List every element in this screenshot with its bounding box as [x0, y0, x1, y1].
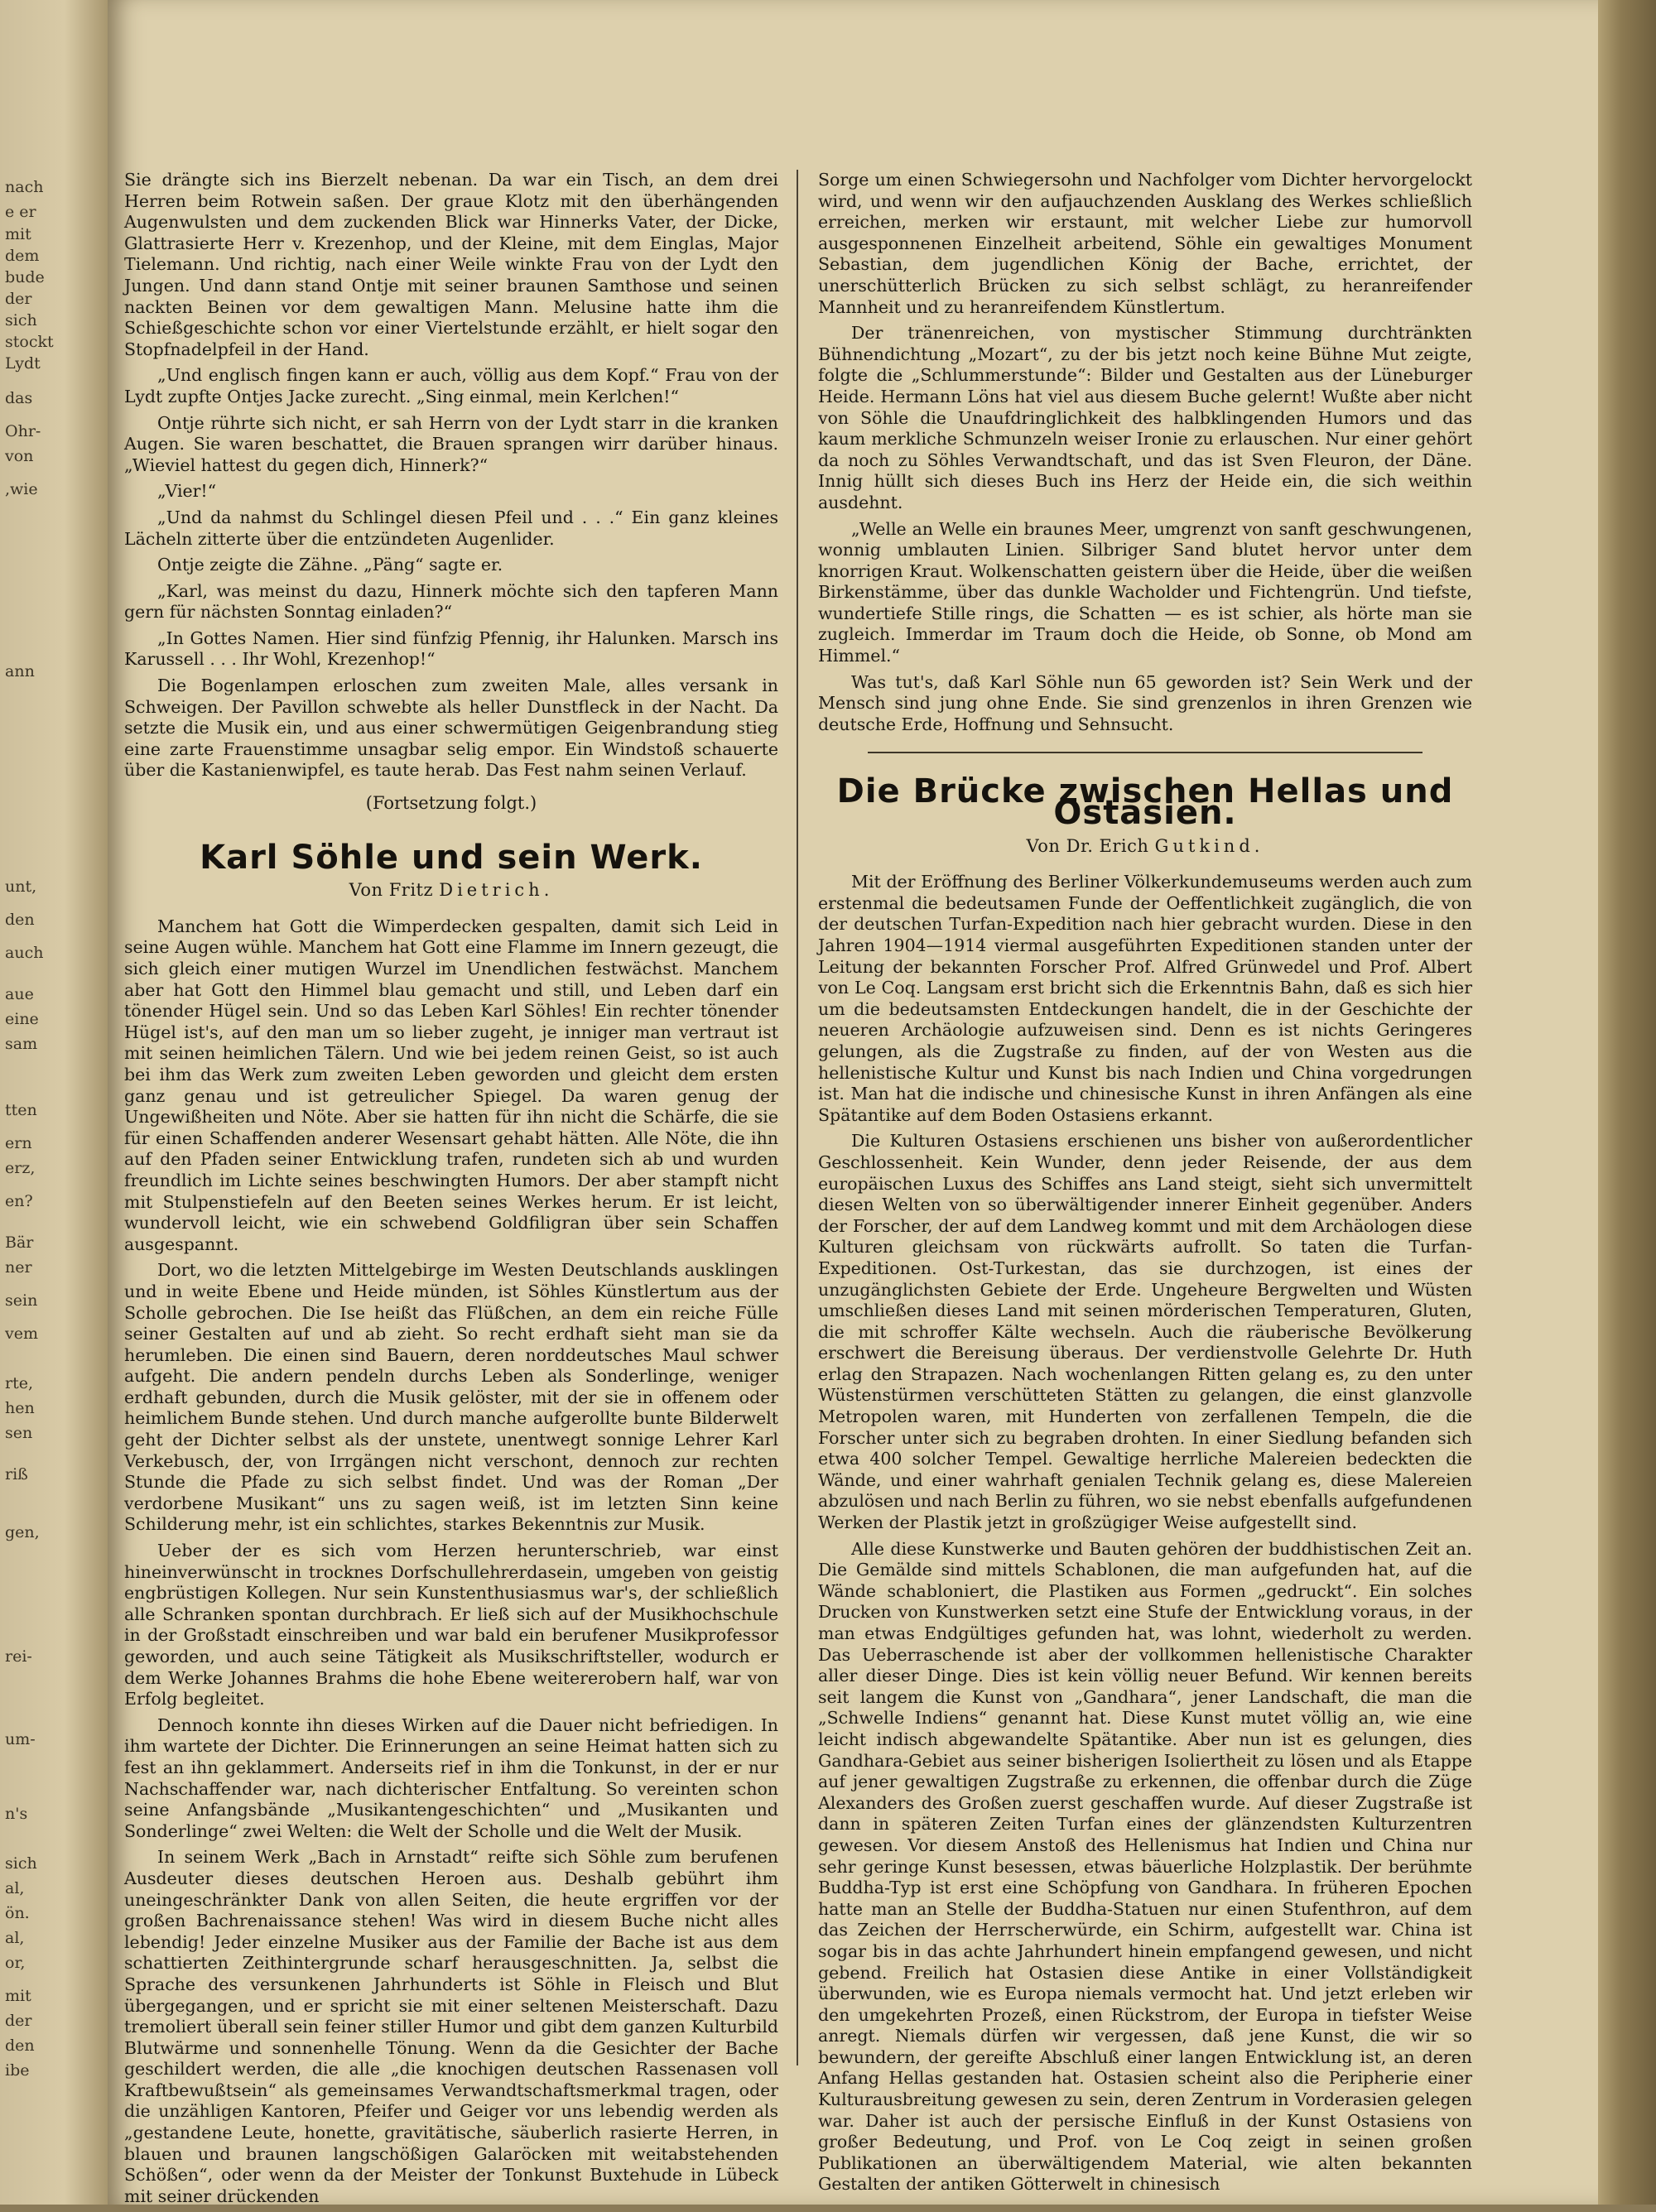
gutter-word: mit — [5, 1987, 31, 2005]
gutter-word: bude — [5, 268, 45, 286]
gutter-word: Bär — [5, 1233, 34, 1252]
article-headline: Karl Söhle und sein Werk. — [200, 838, 703, 877]
story-paragraph: „Und englisch fingen kann er auch, völlig aus dem Kopf.“ Frau von der Lydt zupfte Ontjes Jacke zurecht. „Sing einmal, mein Kerlchen!“ — [124, 365, 778, 406]
story-paragraph: „Vier!“ — [157, 481, 217, 502]
gutter-word: al, — [5, 1929, 25, 1947]
article-paragraph: Die Kulturen Ostasiens erschienen uns bisher von außerordentlicher Geschlossenheit. Kein Wunder, denn jeder Reisende, der aus dem europäischen Luxus des Schiffes ans Land steigt, sieht sich unvermittelt diesen Welten von so überwältigender innerer Einheit gegenüber. Anders der Forscher, der auf dem Landweg kommt und mit dem Archäologen diese Kulturen gleichsam von rückwärts aufrollt. So taten die Turfan-Expeditionen. Ost-Turkestan, das sie durchzogen, ist eines der unzugänglichsten Gebiete der Erde. Ungeheure Bergwelten und Wüsten umschließen dieses Land mit seinen mörderischen Temperaturen, Gluten, die mit schroffer Kälte wechseln. Auch die räuberische Bevölkerung erschwert die Bereisung überaus. Der verdienstvolle Gelehrte Dr. Huth erlag den Strapazen. Nach wochenlangen Ritten gelang es, zu den unter Wüstenstürmen verschütteten Stätten zu gelangen, die einst glanzvolle Metropolen waren, mit Hunderten von zerfallenen Tempeln, die die Forscher unter sich zu begraben drohten. In einer Siedlung befanden sich etwa 400 solcher Tempel. Gewaltige herrliche Malereien bedeckten die Wände, und einer wahrhaft genialen Technik gelang es, diese Malereien abzulösen und nach Berlin zu führen, wo sie nebst ebenfalls aufgefundenen Werken der Plastik jetzt in großzügiger Weise aufgestellt sind. — [818, 1131, 1472, 1533]
gutter-word: sich — [5, 1854, 37, 1873]
gutter-word: sam — [5, 1035, 38, 1053]
article-paragraph: Sorge um einen Schwiegersohn und Nachfolger vom Dichter hervorgelockt wird, und wenn wir den aufjauchzenden Ausklang des Werkes schließlich erreichen, merken wir erstaunt, mit welcher Liebe zur humorvoll ausgesponnenen Einzelheit arbeitend, Söhle ein gewaltiges Monument Sebastian, dem jugendlichen König der Bache, errichtet, der unerschütterlich Brücken zu sich selbst schlägt, zu heranreifender Mannheit und zu heranreifendem Künstlertum. — [818, 170, 1472, 317]
gutter-word: riß — [5, 1465, 28, 1483]
article-paragraph: Was tut's, daß Karl Söhle nun 65 geworden ist? Sein Werk und der Mensch sind jung ohne Ende. Sie sind grenzenlos in ihren Grenzen wie deutsche Erde, Hoffnung und Sehnsucht. — [818, 671, 1472, 734]
article-byline — [124, 880, 778, 902]
gutter-word: auch — [5, 944, 44, 962]
serial-story — [124, 170, 778, 815]
gutter-word: stockt — [5, 333, 54, 351]
column-rule — [797, 170, 798, 2065]
gutter-word: der — [5, 290, 32, 308]
gutter-word: gen, — [5, 1523, 40, 1541]
gutter-word: sein — [5, 1291, 38, 1310]
gutter-word: sich — [5, 311, 37, 329]
byline-author: Gutkind. — [1154, 835, 1264, 856]
gutter-word: den — [5, 2036, 35, 2055]
gutter-word: eine — [5, 1010, 39, 1028]
gutter-word: aue — [5, 985, 34, 1003]
gutter-word: rei- — [5, 1647, 32, 1666]
story-paragraph: „Karl, was meinst du dazu, Hinnerk möchte sich den tapferen Mann gern für nächsten Sonntag einladen?“ — [124, 580, 778, 623]
byline-prefix: Von Dr. Erich — [1026, 835, 1149, 856]
gutter-word: e er — [5, 203, 36, 221]
gutter-word: hen — [5, 1399, 35, 1417]
gutter-word: tten — [5, 1101, 37, 1119]
gutter-word: en? — [5, 1192, 33, 1210]
continuation-note: (Fortsetzung folgt.) — [365, 793, 537, 814]
gutter-word: ibe — [5, 2061, 30, 2080]
article-separator — [868, 752, 1423, 753]
left-column — [124, 170, 778, 2212]
gutter-word: ner — [5, 1258, 32, 1277]
gutter-word: Ohr- — [5, 422, 41, 440]
gutter-word: ern — [5, 1134, 32, 1152]
byline-prefix: Von Fritz — [349, 880, 434, 901]
story-paragraph: „Und da nahmst du Schlingel diesen Pfeil und . . .“ Ein ganz kleines Lächeln zitterte über die entzündeten Augenlider. — [124, 507, 778, 549]
gutter-word: n's — [5, 1805, 28, 1823]
article-paragraph: Manchem hat Gott die Wimperdecken gespalten, damit sich Leid in seine Augen wühle. Manchem hat Gott eine Flamme im Innern gezeugt, die sich gleich einer mutigen Wurzel im Unendlichen festwächst. Manchem aber hat Gott den Himmel blau gemacht und still, und Leben darf ein tönender Hügel sein. Und so das Leben Karl Söhles! Ein rechter tönender Hügel ist's, auf den man um so lieber zugeht, je inniger man vertraut ist mit seinen heimlichen Tälern. Und wie bei jedem reinen Geist, so ist auch bei ihm das Werk zum zweiten Leben geworden und gleicht dem ersten ganz genau und ist getreulicher Spiegel. Da waren genug der Ungewißheiten und Nöte. Aber sie hatten für ihn nicht die Schärfe, die sie für einen Schaffenden anderer Wesensart gehabt hätten. Alle Nöte, die ihn auf den Pfaden seiner Entwicklung trafen, rundeten sich ab und wurden freundlich im Lichte seines beschwingten Humors. Der aber stampft nicht mit Stulpenstiefeln auf den Beeten seines Werkes herum. Er ist leicht, wundervoll leicht, wie ein schwebend Goldfiligran über sein Schaffen ausgespannt. — [124, 916, 778, 1254]
article-paragraph: In seinem Werk „Bach in Arnstadt“ reifte sich Söhle zum berufenen Ausdeuter dieses deutschen Heroen aus. Deshalb gebührt ihm uneingeschränkter Dank von allen Seiten, die heute ergriffen vor der großen Bachrenaissance stehen! Was wird in diesem Buche nicht alles lebendig! Jeder einzelne Musiker aus der Familie der Bache ist aus dem schattierten Zeithintergrunde scharf herausgeschnitten. Ja, selbst die Sprache des versunkenen Jahrhunderts ist Söhle in Fleisch und Blut übergegangen, und er spricht sie mit einer seltenen Meisterschaft. Dazu tremoliert überall sein feiner stiller Humor und gibt dem ganzen Kulturbild Blutwärme und sonnenhelle Tönung. Wenn da die Gesichter der Bache geschildert werden, die alle „die knochigen deutschen Rassenasen voll Kraftbewußtsein“ als gemeinsames Verwandtschaftsmerkmal tragen, oder die unzähligen Kantoren, Pfeifer und Geiger vor uns lebendig werden als „gestandene Leute, honette, gravitätische, säuberlich rasierte Herren, in blauen und braunen langschößigen Galaröcken mit weitabstehenden Schößen“, oder wenn da der Meister der Tonkunst Buxtehude in Lübeck mit seiner drückenden — [124, 1847, 778, 2206]
article-paragraph: Der tränenreichen, von mystischer Stimmung durchtränkten Bühnendichtung „Mozart“, zu der bis jetzt noch keine Bühne Mut zeigte, folgte die „Schlummerstunde“: Bilder und Gestalten aus der Lüneburger Heide. Hermann Löns hat viel aus diesem Buche gelernt! Wußte aber nicht von Söhle die Unaufdringlichkeit des halbklingenden Humors und das kaum merkliche Schmunzeln weiser Ironie zu erlauschen. Nur einer gehört da noch zu Söhles Verwandtschaft, und das ist Sven Fleuron, der Däne. Innig hüllt sich dieses Buch ins Herz der Heide ein, die sich weithin ausdehnt. — [818, 323, 1472, 512]
gutter-word: rte, — [5, 1374, 34, 1392]
gutter-word: das — [5, 389, 33, 407]
story-paragraph: Die Bogenlampen erloschen zum zweiten Male, alles versank in Schweigen. Der Pavillon schwebte als heller Dunstfleck in der Nacht. Da setzte die Musik ein, und aus einer schwermütigen Geigenbrandung stieg eine zarte Frauenstimme unsagbar selig empor. Ein Windstoß schauerte über die Kastanienwipfel, es taute herab. Das Fest nahm seinen Verlauf. — [124, 676, 778, 781]
story-paragraph: Ontje zeigte die Zähne. „Päng“ sagte er. — [157, 555, 503, 575]
article-hellas-ostasien — [818, 772, 1472, 2195]
article-paragraph: Alle diese Kunstwerke und Bauten gehören der buddhistischen Zeit an. Die Gemälde sind mittels Schablonen, die man aufgefunden hat, auf die Wände schabloniert, die Plastiken aus Formen „gedruckt“. Ein solches Drucken von Kunstwerken setzt eine Stufe der Entwicklung voraus, in der man etwas Endgültiges gefunden hat, was lohnt, wiederholt zu werden. Das Ueberraschende ist aber der vollkommen hellenistische Charakter aller dieser Dinge. Dies ist kein völlig neuer Befund. Wir kennen bereits seit langem die Kunst von „Gandhara“, jener Landschaft, die man die „Schwelle Indiens“ genannt hat. Diese Kunst mutet völlig an, wie eine leicht indisch abgewandelte Spätantike. Aber nun ist es gelungen, dies Gandhara-Gebiet aus seiner bisherigen Isoliertheit zu lösen und als Etappe auf jener gewaltigen Zugstraße zu erkennen, die offenbar durch die Züge Alexanders des Großen zuerst geschaffen wurde. Auf dieser Zugstraße ist dann in späteren Zeiten Turfan eines der glänzendsten Kulturzentren gewesen. Vor diesem Anstoß des Hellenismus hat Indien und China nur sehr geringe Kunst besessen, etwas bäuerliche Holzplastik. Der berühmte Buddha-Typ ist erst eine Schöpfung von Gandhara. In früheren Epochen hatte man an Stelle der Buddha-Statuen nur einen Stufenthron, auf dem das Zeichen der Herrscherwürde, ein Schirm, aufgestellt war. China ist sogar bis in das achte Jahrhundert hinein empfangend gewesen, und nicht gebend. Freilich hat Ostasien diese Antike in einer Vollständigkeit überwunden, wie es Europa niemals vermocht hat. Und jetzt erleben wir den umgekehrten Prozeß, einen Rückstrom, der Europa in tiefster Weise anregt. Niemals dürfen wir vergessen, daß jene Kunst, die wir so bewundern, der gereifte Abschluß einer langen Entwicklung ist, an deren Anfang Hellas gestanden hat. Ostasien scheint also die Peripherie einer Kulturausbreitung gewesen zu sein, deren Zentrum in Vorderasien gelegen war. Daher ist auch der persische Einfluß in der Kunst Ostasiens von großer Bedeutung, und Prof. von Le Coq zeigt in seinen großen Publikationen an überwältigendem Material, wie alten bekannten Gestalten der antiken Götterwelt in chinesisch — [818, 1538, 1472, 2195]
article-karl-soehle — [124, 838, 778, 2208]
byline-author: Dietrich. — [439, 880, 554, 901]
article-paragraph: Dennoch konnte ihn dieses Wirken auf die Dauer nicht befriedigen. In ihm wartete der Dichter. Die Erinnerungen an seine Heimat hatten sich zu fest an ihn geklammert. Anderseits rief in ihm die Tonkunst, in der er nur Nachschaffender war, nach dichterischer Entfaltung. So vereinten schon seine Anfangsbände „Musikantengeschichten“ und „Musikanten und Sonderlinge“ zwei Welten: die Welt der Scholle und die Welt der Musik. — [124, 1714, 778, 1841]
gutter-word: den — [5, 911, 35, 929]
gutter-word: sen — [5, 1424, 33, 1442]
article-headline: Die Brücke zwischen Hellas und Ostasien. — [836, 772, 1454, 833]
gutter-word: dem — [5, 247, 40, 265]
gutter-word: or, — [5, 1954, 26, 1972]
gutter-word: al, — [5, 1879, 25, 1897]
gutter-word: der — [5, 2012, 32, 2030]
gutter-word: ,wie — [5, 480, 38, 498]
gutter-word: nach — [5, 178, 44, 196]
gutter-word: mit — [5, 225, 31, 243]
gutter-word: vem — [5, 1325, 38, 1343]
gutter-word: von — [5, 447, 34, 465]
page-edge-stack — [1598, 0, 1656, 2205]
right-column — [818, 170, 1472, 2200]
article-byline — [818, 836, 1472, 858]
gutter-word: ön. — [5, 1904, 30, 1922]
gutter-word: Lydt — [5, 354, 41, 373]
gutter-word: erz, — [5, 1159, 36, 1177]
gutter-word: um- — [5, 1730, 36, 1748]
article-paragraph: „Welle an Welle ein braunes Meer, umgrenzt von sanft geschwungenen, wonnig umblauten Linien. Silbriger Sand blutet hervor unter dem knorrigen Kraut. Wolkenschatten geistern über die Heide, über die weißen Birkenstämme, über das dunkle Wacholder und Fichtengrün. Und tiefste, wundertiefe Stille rings, die Schatten — es ist schier, als hörte man sie zugleich. Immerdar im Traum doch die Heide, ob Sonne, ob Mond am Himmel.“ — [818, 518, 1472, 666]
story-paragraph: Sie drängte sich ins Bierzelt nebenan. Da war ein Tisch, an dem drei Herren beim Rotwein saßen. Der graue Klotz mit den überhängenden Augenwulsten und dem zuckenden Blick war Hinnerks Vater, der Dicke, Glattrasierte Herr v. Krezenhop, und der Kleine, mit dem Einglas, Major Tielemann. Und richtig, nach einer Weile winkte Frau von der Lydt den Jungen. Und dann stand Ontje mit seiner braunen Samthose und seinen nackten Beinen vor dem gewaltigen Mann. Melusine hatte ihm die Schießgeschichte schon vor einer Viertelstunde erzählt, er hielt sogar den Stopfnadelpfeil in der Hand. — [124, 170, 778, 359]
gutter-word: unt, — [5, 878, 37, 896]
story-paragraph: „In Gottes Namen. Hier sind fünfzig Pfennig, ihr Halunken. Marsch ins Karussell . . . Ihr Wohl, Krezenhop!“ — [124, 628, 778, 670]
article-paragraph: Ueber der es sich vom Herzen herunterschrieb, war einst hineinverwünscht in trocknes Dorfschullehrerdasein, umgeben von geistig engbrüstigen Kollegen. Nur sein Kunstenthusiasmus war's, der schließlich alle Schranken spontan durchbrach. Er ließ sich auf der Musikhochschule in der Großstadt einschreiben und war bald ein berufener Musikprofessor geworden, und auch seine Tätigkeit als Musikschriftsteller, wodurch er dem Werke Johannes Brahms die hohe Ebene weitererobern half, war von Erfolg begleitet. — [124, 1541, 778, 1709]
story-paragraph: Ontje rührte sich nicht, er sah Herrn von der Lydt starr in die kranken Augen. Sie waren beschattet, die Brauen sprangen wirr darüber hinaus. „Wieviel hattest du gegen dich, Hinnerk?“ — [124, 412, 778, 475]
article-paragraph: Mit der Eröffnung des Berliner Völkerkundemuseums werden auch zum erstenmal die bedeutsamen Funde der Oeffentlichkeit zugänglich, die von der deutschen Turfan-Expedition nach hier gebracht wurden. Diese in den Jahren 1904—1914 viermal ausgeführten Expeditionen standen unter der Leitung der bekannten Forscher Prof. Alfred Grünwedel und Prof. Albert von Le Coq. Langsam erst bricht sich die Erkenntnis Bahn, daß es sich hier um die bedeutsamsten Entdeckungen handelt, die in der Geschichte der neueren Archäologie aufzuweisen sind. Denn es ist nichts Geringeres gelungen, als die Zugstraße zu finden, auf der von Westen aus die hellenistische Kultur und Kunst bis nach Indien und China vorgedrungen ist. Man hat die indische und chinesische Kunst in ihren Anfängen als eine Spätantike auf dem Boden Ostasiens erkannt. — [818, 872, 1472, 1125]
article-paragraph: Dort, wo die letzten Mittelgebirge im Westen Deutschlands ausklingen und in weite Ebene und Heide münden, ist Söhles Künstlertum aus der Scholle gebrochen. Die Ise heißt das Flüßchen, an dem ein reiche Fülle seiner Gestalten auf und ab zieht. So recht erdhaft sieht man sie da herumleben. Die einen sind Bauern, deren norddeutsches Maul schwer aufgeht. Die andern pendeln durchs Leben als Sonderlinge, weniger erdhaft gebunden, durch die Musik gelöster, mit der sie in offenem oder heimlichem Bunde stehen. Und durch manche aufgerollte bunte Bilderwelt geht der Dichter selbst als der unstete, unentwegt sonnige Lehrer Karl Verkebusch, der, von Irrgängen nicht verschont, dennoch zur rechten Stunde die Pfade zu sich selbst findet. Und was der Roman „Der verdorbene Musikant“ uns zu sagen weiß, ist im letzten Sinn keine Schilderung mehr, ist ein schlichtes, starkes Bekenntnis zur Musik. — [124, 1260, 778, 1535]
article-karl-soehle-continued — [818, 170, 1472, 735]
gutter-word: ann — [5, 662, 35, 680]
facing-page-gutter — [0, 0, 108, 2205]
